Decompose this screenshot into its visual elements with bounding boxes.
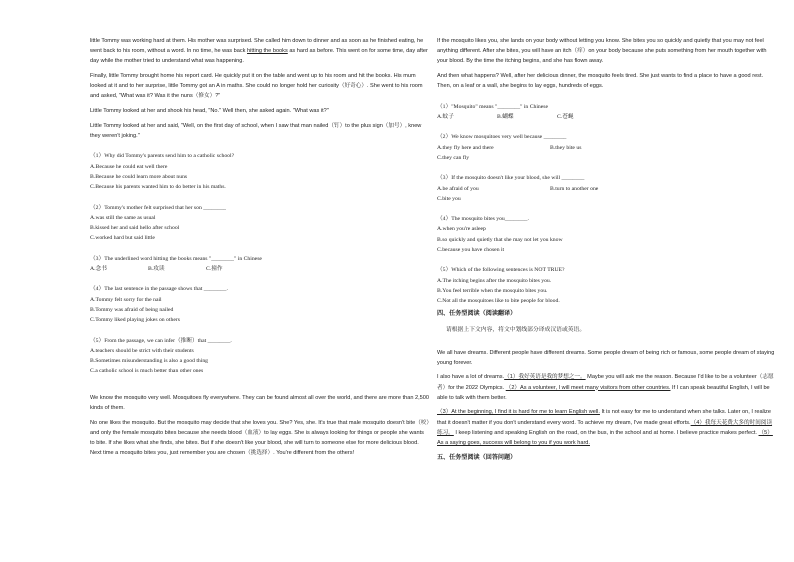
question-stem: （4）The last sentence in the passage shows that ________. [90,286,228,293]
option-a[interactable]: A.Tommy felt sorry for the nail [90,296,162,303]
section-5-title: 五、任务型阅读（回答问题） [437,454,517,461]
option-c[interactable]: C.撞作 [206,266,223,273]
left-question-4 [90,284,430,325]
options-row [437,112,777,122]
option-a[interactable]: A.was still the same as usual [90,214,156,221]
passage1-paragraph-2: Finally, little Tommy brought home his report card. He quickly put it on the table and went up to his room and hit the books. His mum looked at it and to her surprise, little Tommy got an A in maths. She could no longer hold her curiosity（好奇心）. She went to his room and asked, "What was it? Was it the nuns（修女）?" [90,73,423,100]
translation-target-1: （1）我好英语是我的梦想之一。 [504,374,586,381]
question-stem: （2）Tommy's mother felt surprised that her son ________ [90,204,227,211]
option-c[interactable]: C.Not all the mosquitoes like to bite people for blood. [437,298,560,305]
mosquito-paragraph-2: And then what happens? Well, after her delicious dinner, the mosquito feels tired. She just wants to find a place to have a good rest. Then, on a leaf or a wall, she begins to lay eggs, hundreds of eggs. [437,73,764,90]
option-a[interactable]: A.Because he could eat well there [90,163,168,170]
option-a[interactable]: A.念书 [90,266,107,273]
underlined-phrase: hitting the books [247,48,288,55]
option-a[interactable]: A.they fly here and there [437,144,494,151]
option-a[interactable]: A.be afraid of you [437,185,479,192]
option-b[interactable]: B.Because he could learn more about nuns [90,173,188,180]
translation-target-3: （3）At the beginning, I find it is hard for me to learn English well. [437,409,600,416]
dreams-paragraph-3: （3）At the beginning, I find it is hard for me to learn English well. It is not easy for me to understand when she talks. Later on, I realize that it doesn't matter if you don't understand every word. To achieve my dream, I've made great efforts.（4）我每天花费大多的时间阅读练习。 I keep listening and speaking English on the road, on the bus, in the school and at home. I believe practice makes perfect. （5）As a saying goes, success will belong to you if you work hard. [437,409,773,446]
option-b[interactable]: B.kissed her and said hello after school [90,225,180,232]
passage1-paragraph-3: Little Tommy looked at her and shook his head, "No." Well then, she asked again. "What was it?" [90,108,329,114]
option-a[interactable]: A.teachers should be strict with their students [90,347,194,354]
option-b[interactable]: B.Tommy was afraid of being nailed [90,306,174,313]
left-question-1 [90,151,430,192]
option-b[interactable]: B.Sometimes misunderstanding is also a good thing [90,358,209,365]
option-c[interactable]: C.Tommy liked playing jokes on others [90,317,180,324]
option-c[interactable]: C.Because his parents wanted him to do better in his maths. [90,184,226,191]
translation-target-5: （5）As a saying goes, success will belong to you if you work hard. [437,429,773,446]
right-question-5 [437,265,777,306]
option-c[interactable]: C.because you have chosen it [437,247,505,254]
question-stem: （2）We know mosquitoes very well because ________ [437,134,567,141]
dreams-paragraph-1: We all have dreams. Different people have different dreams. Some people dream of being rich or famous, some people dream of staying young forever. [437,349,775,366]
passage2-paragraph-2: No one likes the mosquito. But the mosquito may decide that she loves you. She? Yes, she. It's true that male mosquito doesn't bite（咬）and only the female mosquito bites because she needs blood（血液）to lay eggs. She is always looking for things or people she wants to bite. If she likes what she finds, she bites. But if she doesn't like your blood, she will turn to someone else for more delicious blood. Next time a mosquito bites you, just remember you are chosen（挑选择）. You're different from the others! [90,419,430,457]
option-b[interactable]: B.so quickly and quietly that she may not let you know [437,236,563,243]
options-row [90,264,430,274]
option-a[interactable]: A.The itching begins after the mosquito bites you. [437,277,552,284]
question-stem: （1）"Mosquito" means "________" in Chinese [437,103,549,110]
question-stem: （3）The underlined word hitting the books means "________" in Chinese [90,255,262,262]
option-b[interactable]: B.turn to another one [550,185,599,192]
option-c[interactable]: C.they can fly [437,154,470,161]
right-question-4 [437,214,777,255]
option-c[interactable]: C.worked hard but said little [90,235,155,242]
passage1-paragraph-4: Little Tommy looked at her and said, "Well, on the first day of school, when I saw that man nailed（钉）to the plus sign（加号）, knew they weren't joking." [90,122,422,139]
options-row [437,184,777,194]
left-question-2 [90,203,430,244]
option-b[interactable]: B.You feel terrible when the mosquito bites you. [437,287,548,294]
question-stem: （5）Which of the following sentences is NOT TRUE? [437,267,565,274]
right-column [437,36,777,469]
translation-target-2: （2）As a volunteer, I will meet many visitors from other countries. [505,384,671,391]
options-row [437,143,777,153]
dreams-paragraph-2: I also have a lot of dreams.（1）我好英语是我的梦想之一。 Maybe you will ask me the reason. Because I'd like to be a volunteer（志愿者）for the 2022 Olympics. （2）As a volunteer, I will meet many visitors from other countries. If I can speak beautiful English, I will be able to talk with them better. [437,374,774,401]
section-4-instruction: 请根据上下文内容，将文中划线部分译成汉语或英语。 [446,326,586,333]
mosquito-paragraph-1: If the mosquito likes you, she lands on your body without letting you know. She bites you so quickly and quietly that you may not feel anything different. After she bites, you will have an itch（痒）on your body because she puts something from her mouth together with your blood. By the time the itching begins, and she has flown away. [437,38,767,65]
question-stem: （1）Why did Tommy's parents send him to a catholic school? [90,153,235,160]
option-b[interactable]: B.攻读 [148,266,165,273]
left-column [90,36,430,463]
question-stem: （3）If the mosquito doesn't like your blood, she will ________ [437,175,585,182]
right-question-1 [437,102,777,123]
left-question-3 [90,254,430,275]
passage1-paragraph-1: little Tommy was working hard at them. His mother was surprised. She called him down to dinner and as soon as he finished eating, he went back to his room, without a word. In no time, he was back hitting the books as hard as before. This went on for some time, day after day while the mother tried to understand what was happening. [90,38,428,65]
option-a[interactable]: A.蚊子 [437,114,454,121]
section-4-title: 四、任务型阅读（阅读翻译） [437,310,517,317]
option-c[interactable]: C.苍蝇 [557,114,574,121]
right-question-3 [437,173,777,204]
option-c[interactable]: C.bite you [437,195,461,202]
option-b[interactable]: B.蝴蝶 [497,114,514,121]
question-stem: （4）The mosquito bites you________. [437,216,529,223]
left-question-5 [90,336,430,377]
question-stem: （5）From the passage, we can infer（推断）that ________. [90,337,232,344]
right-question-2 [437,132,777,163]
passage2-paragraph-1: We know the mosquito very well. Mosquitoes fly everywhere. They can be found almost all over the world, and there are more than 2,500 kinds of them. [90,394,430,411]
translation-target-4: （4）我每天花费大多的时间阅读练习。 [437,419,773,436]
option-b[interactable]: B.they bite us [550,144,582,151]
option-a[interactable]: A.when you're asleep [437,226,486,233]
option-c[interactable]: C.a catholic school is much better than other ones [90,368,204,375]
